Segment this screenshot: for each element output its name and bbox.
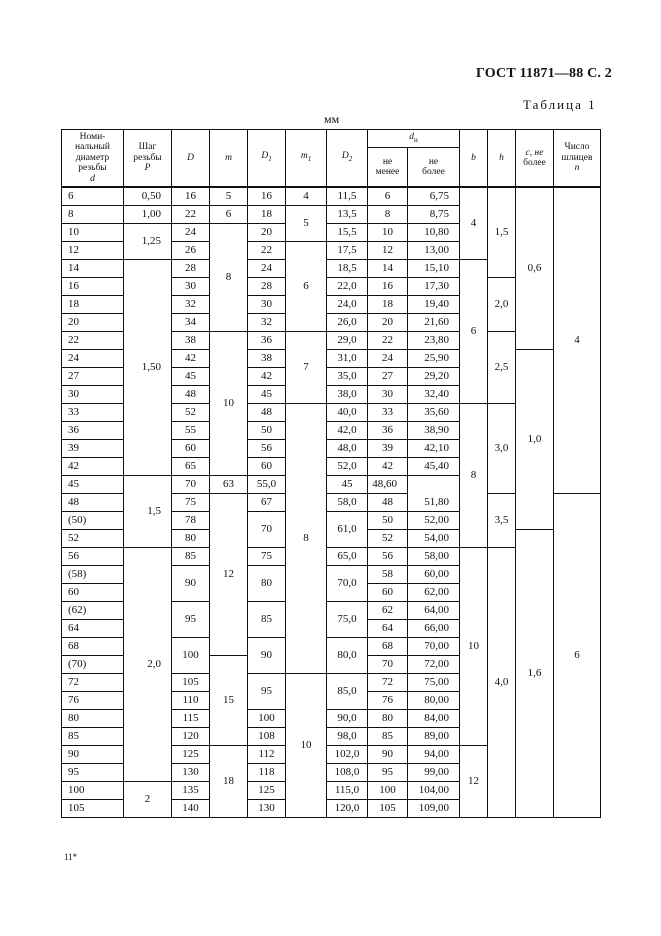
table-cell: 10: [460, 548, 488, 746]
table-cell: 45: [248, 386, 286, 404]
table-cell: 3,0: [488, 404, 516, 494]
table-cell: 85: [368, 728, 408, 746]
table-cell: 33: [62, 404, 124, 422]
table-cell: 12: [460, 746, 488, 818]
table-cell: 42: [248, 368, 286, 386]
table-cell: 16: [368, 278, 408, 296]
table-cell: 1,6: [516, 530, 554, 818]
table-cell: 52,00: [408, 512, 460, 530]
table-cell: 62,00: [408, 584, 460, 602]
table-cell: 95: [172, 602, 210, 638]
table-cell: 54,00: [408, 530, 460, 548]
table-cell: 60: [62, 584, 124, 602]
table-cell: 30: [62, 386, 124, 404]
table-cell: 5: [210, 187, 248, 206]
table-cell: 72,00: [408, 656, 460, 674]
table-cell: 24: [368, 350, 408, 368]
table-cell: 8: [286, 404, 327, 674]
table-cell: 58,00: [408, 548, 460, 566]
header-cell-m1: $m_1$: [286, 130, 327, 188]
table-cell: 48,0: [327, 440, 368, 458]
table-cell: 48: [172, 386, 210, 404]
table-cell: 10: [62, 224, 124, 242]
table-cell: 75: [248, 548, 286, 566]
table-cell: 18: [62, 296, 124, 314]
table-cell: 55: [172, 422, 210, 440]
table-cell: 51,80: [408, 494, 460, 512]
table-cell: 66,00: [408, 620, 460, 638]
table-cell: 120: [172, 728, 210, 746]
table-cell: 22: [172, 206, 210, 224]
table-cell: 140: [172, 800, 210, 818]
table-cell: 58: [368, 566, 408, 584]
table-cell: 2,0: [488, 278, 516, 332]
table-cell: 8,75: [408, 206, 460, 224]
table-cell: 28: [248, 278, 286, 296]
table-cell: 18: [368, 296, 408, 314]
table-cell: 52,0: [327, 458, 368, 476]
table-cell: 10: [368, 224, 408, 242]
table-cell: 72: [62, 674, 124, 692]
table-cell: 20: [62, 314, 124, 332]
table-cell: 100: [248, 710, 286, 728]
page-footnote: 11*: [64, 852, 78, 862]
table-cell: 45: [327, 476, 368, 494]
table-cell: 76: [368, 692, 408, 710]
table-cell: 1,5: [124, 476, 172, 548]
table-cell: 35,60: [408, 404, 460, 422]
table-cell: 56: [368, 548, 408, 566]
table-cell: 6: [460, 260, 488, 404]
table-cell: 12: [368, 242, 408, 260]
table-cell: 75: [172, 494, 210, 512]
table-cell: 17,30: [408, 278, 460, 296]
table-cell: 0,6: [516, 187, 554, 350]
table-cell: 6: [368, 187, 408, 206]
table-cell: 56: [248, 440, 286, 458]
table-cell: 70,0: [327, 566, 368, 602]
table-cell: 56: [62, 548, 124, 566]
table-cell: 80,00: [408, 692, 460, 710]
table-cell: 10,80: [408, 224, 460, 242]
table-cell: 22: [62, 332, 124, 350]
table-cell: 1,00: [124, 206, 172, 224]
table-cell: 76: [62, 692, 124, 710]
table-cell: 52: [368, 530, 408, 548]
header-cell-m: m: [210, 130, 248, 188]
table-cell: 80,0: [327, 638, 368, 674]
table-cell: 34: [172, 314, 210, 332]
table-cell: 90: [248, 638, 286, 674]
table-cell: 0,50: [124, 187, 172, 206]
header-cell-h: h: [488, 130, 516, 188]
table-cell: 70,00: [408, 638, 460, 656]
table-cell: 42: [62, 458, 124, 476]
table-cell: 30: [368, 386, 408, 404]
table-cell: 75,00: [408, 674, 460, 692]
table-cell: 32: [248, 314, 286, 332]
table-cell: 109,00: [408, 800, 460, 818]
table-cell: 39: [62, 440, 124, 458]
table-cell: (50): [62, 512, 124, 530]
table-cell: 65,0: [327, 548, 368, 566]
table-cell: 90: [368, 746, 408, 764]
table-cell: 108: [248, 728, 286, 746]
table-cell: 2,0: [124, 548, 172, 782]
table-cell: 28: [172, 260, 210, 278]
table-cell: 95: [62, 764, 124, 782]
table-cell: 48: [248, 404, 286, 422]
table-cell: 13,5: [327, 206, 368, 224]
table-cell: 38,0: [327, 386, 368, 404]
table-cell: 94,00: [408, 746, 460, 764]
table-cell: 21,60: [408, 314, 460, 332]
table-cell: 2: [124, 782, 172, 818]
table-cell: 42: [368, 458, 408, 476]
table-cell: 100: [62, 782, 124, 800]
table-cell: 48: [62, 494, 124, 512]
table-cell: (62): [62, 602, 124, 620]
table-cell: 5: [286, 206, 327, 242]
table-cell: 22,0: [327, 278, 368, 296]
table-cell: 38,90: [408, 422, 460, 440]
header-cell-dn-max: не более: [408, 148, 460, 188]
table-cell: 75,0: [327, 602, 368, 638]
table-cell: 98,0: [327, 728, 368, 746]
table-cell: 89,00: [408, 728, 460, 746]
table-cell: 115: [172, 710, 210, 728]
table-cell: 125: [248, 782, 286, 800]
table-cell: 64,00: [408, 602, 460, 620]
table-cell: 85: [248, 602, 286, 638]
table-cell: 10: [210, 332, 248, 476]
table-cell: 48: [368, 494, 408, 512]
table-cell: 33: [368, 404, 408, 422]
table-cell: 24: [172, 224, 210, 242]
table-cell: 32,40: [408, 386, 460, 404]
table-cell: 22: [248, 242, 286, 260]
table-cell: 85,0: [327, 674, 368, 710]
table-cell: 64: [62, 620, 124, 638]
header-cell-dn: $d_н$: [368, 130, 460, 148]
table-cell: 68: [62, 638, 124, 656]
table-cell: 29,20: [408, 368, 460, 386]
table-cell: 80: [62, 710, 124, 728]
table-cell: 52: [172, 404, 210, 422]
table-cell: 58,0: [327, 494, 368, 512]
table-cell: 105: [62, 800, 124, 818]
table-cell: 31,0: [327, 350, 368, 368]
header-cell-b: b: [460, 130, 488, 188]
table-cell: 95: [368, 764, 408, 782]
table-cell: 118: [248, 764, 286, 782]
table-cell: 85: [172, 548, 210, 566]
table-cell: 42,0: [327, 422, 368, 440]
table-cell: 6,75: [408, 187, 460, 206]
table-cell: 62: [368, 602, 408, 620]
table-cell: 4: [286, 187, 327, 206]
table-cell: 63: [210, 476, 248, 494]
table-cell: 100: [172, 638, 210, 674]
table-cell: 60,00: [408, 566, 460, 584]
table-row: [62, 187, 601, 206]
table-cell: 1,5: [488, 187, 516, 278]
thread-dimensions-table: [61, 129, 601, 818]
table-cell: 80: [172, 530, 210, 548]
table-cell: 38: [172, 332, 210, 350]
table-cell: 70: [172, 476, 210, 494]
table-cell: 110: [172, 692, 210, 710]
table-cell: 15: [210, 656, 248, 746]
table-cell: 15,10: [408, 260, 460, 278]
table-cell: 27: [368, 368, 408, 386]
table-cell: 85: [62, 728, 124, 746]
table-cell: 25,90: [408, 350, 460, 368]
table-cell: 130: [248, 800, 286, 818]
table-cell: 135: [172, 782, 210, 800]
table-cell: 45: [172, 368, 210, 386]
table-cell: 55,0: [248, 476, 286, 494]
header-cell-D1: $D_1$: [248, 130, 286, 188]
table-cell: 17,5: [327, 242, 368, 260]
table-cell: 48,60: [368, 476, 408, 494]
table-cell: 22: [368, 332, 408, 350]
table-cell: 68: [368, 638, 408, 656]
table-cell: 20: [368, 314, 408, 332]
table-cell: 1,0: [516, 350, 554, 530]
table-cell: 80: [248, 566, 286, 602]
table-cell: 16: [248, 187, 286, 206]
table-label: Таблица 1: [523, 97, 597, 112]
table-cell: 70: [248, 512, 286, 548]
table-cell: 14: [368, 260, 408, 278]
table-cell: 16: [172, 187, 210, 206]
table-cell: 6: [210, 206, 248, 224]
table-cell: 99,00: [408, 764, 460, 782]
table-cell: 8: [460, 404, 488, 548]
table-cell: 13,00: [408, 242, 460, 260]
header-cell-n: Число шлицев n: [554, 130, 601, 188]
table-cell: 4,0: [488, 548, 516, 818]
table-cell: 6: [62, 187, 124, 206]
table-cell: 60: [248, 458, 286, 476]
table-cell: 32: [172, 296, 210, 314]
table-cell: 60: [368, 584, 408, 602]
table-cell: 104,00: [408, 782, 460, 800]
table-cell: 8: [62, 206, 124, 224]
table-cell: 100: [368, 782, 408, 800]
table-cell: 50: [368, 512, 408, 530]
table-cell: 20: [248, 224, 286, 242]
table-cell: 84,00: [408, 710, 460, 728]
table-cell: 39: [368, 440, 408, 458]
table-cell: (58): [62, 566, 124, 584]
table-cell: 30: [172, 278, 210, 296]
table-cell: 11,5: [327, 187, 368, 206]
document-header: ГОСТ 11871—88 С. 2: [476, 66, 613, 81]
table-cell: 36: [368, 422, 408, 440]
table-cell: 90: [62, 746, 124, 764]
table-cell: 16: [62, 278, 124, 296]
table-cell: 26,0: [327, 314, 368, 332]
table-cell: 115,0: [327, 782, 368, 800]
table-cell: 18: [210, 746, 248, 818]
units-label: мм: [324, 112, 340, 126]
table-cell: 2,5: [488, 332, 516, 404]
table-cell: 78: [172, 512, 210, 530]
table-cell: 90: [172, 566, 210, 602]
table-cell: 35,0: [327, 368, 368, 386]
table-cell: 70: [368, 656, 408, 674]
table-cell: 120,0: [327, 800, 368, 818]
table-cell: 61,0: [327, 512, 368, 548]
table-cell: 36: [248, 332, 286, 350]
table-cell: 26: [172, 242, 210, 260]
table-cell: 105: [172, 674, 210, 692]
table-cell: 125: [172, 746, 210, 764]
table-cell: 52: [62, 530, 124, 548]
table-cell: 1,50: [124, 260, 172, 476]
table-cell: 40,0: [327, 404, 368, 422]
table-cell: 12: [62, 242, 124, 260]
table-cell: 19,40: [408, 296, 460, 314]
table-cell: 95: [248, 674, 286, 710]
table-cell: 38: [248, 350, 286, 368]
table-cell: 23,80: [408, 332, 460, 350]
table-cell: 29,0: [327, 332, 368, 350]
table-cell: 67: [248, 494, 286, 512]
table-cell: 6: [286, 242, 327, 332]
table-cell: 1,25: [124, 224, 172, 260]
header-cell-D2: $D_2$: [327, 130, 368, 188]
table-cell: 42,10: [408, 440, 460, 458]
table-cell: 102,0: [327, 746, 368, 764]
table-cell: 24,0: [327, 296, 368, 314]
header-cell-dn-min: не менее: [368, 148, 408, 188]
table-cell: 108,0: [327, 764, 368, 782]
table-cell: 24: [248, 260, 286, 278]
table-cell: 45,40: [408, 458, 460, 476]
table-cell: 30: [248, 296, 286, 314]
table-cell: 8: [368, 206, 408, 224]
table-cell: 90,0: [327, 710, 368, 728]
table-cell: (70): [62, 656, 124, 674]
table-cell: 105: [368, 800, 408, 818]
table-cell: 10: [286, 674, 327, 818]
table-cell: 8: [210, 224, 248, 332]
table-cell: 50: [248, 422, 286, 440]
header-cell-c: c, не более: [516, 130, 554, 188]
table-cell: 18: [248, 206, 286, 224]
table-cell: 80: [368, 710, 408, 728]
table-cell: 72: [368, 674, 408, 692]
table-cell: 4: [460, 187, 488, 260]
table-cell: 64: [368, 620, 408, 638]
table-cell: 42: [172, 350, 210, 368]
table-cell: 7: [286, 332, 327, 404]
table-cell: 27: [62, 368, 124, 386]
header-cell-d: Номи- нальный диаметр резьбы d: [62, 130, 124, 188]
table-cell: 12: [210, 494, 248, 656]
table-cell: 18,5: [327, 260, 368, 278]
table-cell: 24: [62, 350, 124, 368]
header-cell-D: D: [172, 130, 210, 188]
table-cell: 3,5: [488, 494, 516, 548]
table-cell: 45: [62, 476, 124, 494]
table-cell: 4: [554, 187, 601, 494]
table-cell: 36: [62, 422, 124, 440]
table-cell: 14: [62, 260, 124, 278]
table-cell: 15,5: [327, 224, 368, 242]
table-cell: 130: [172, 764, 210, 782]
table-cell: 6: [554, 494, 601, 818]
table-cell: 65: [172, 458, 210, 476]
table-cell: 112: [248, 746, 286, 764]
table-cell: 60: [172, 440, 210, 458]
header-cell-pitch: Шаг резьбы P: [124, 130, 172, 188]
